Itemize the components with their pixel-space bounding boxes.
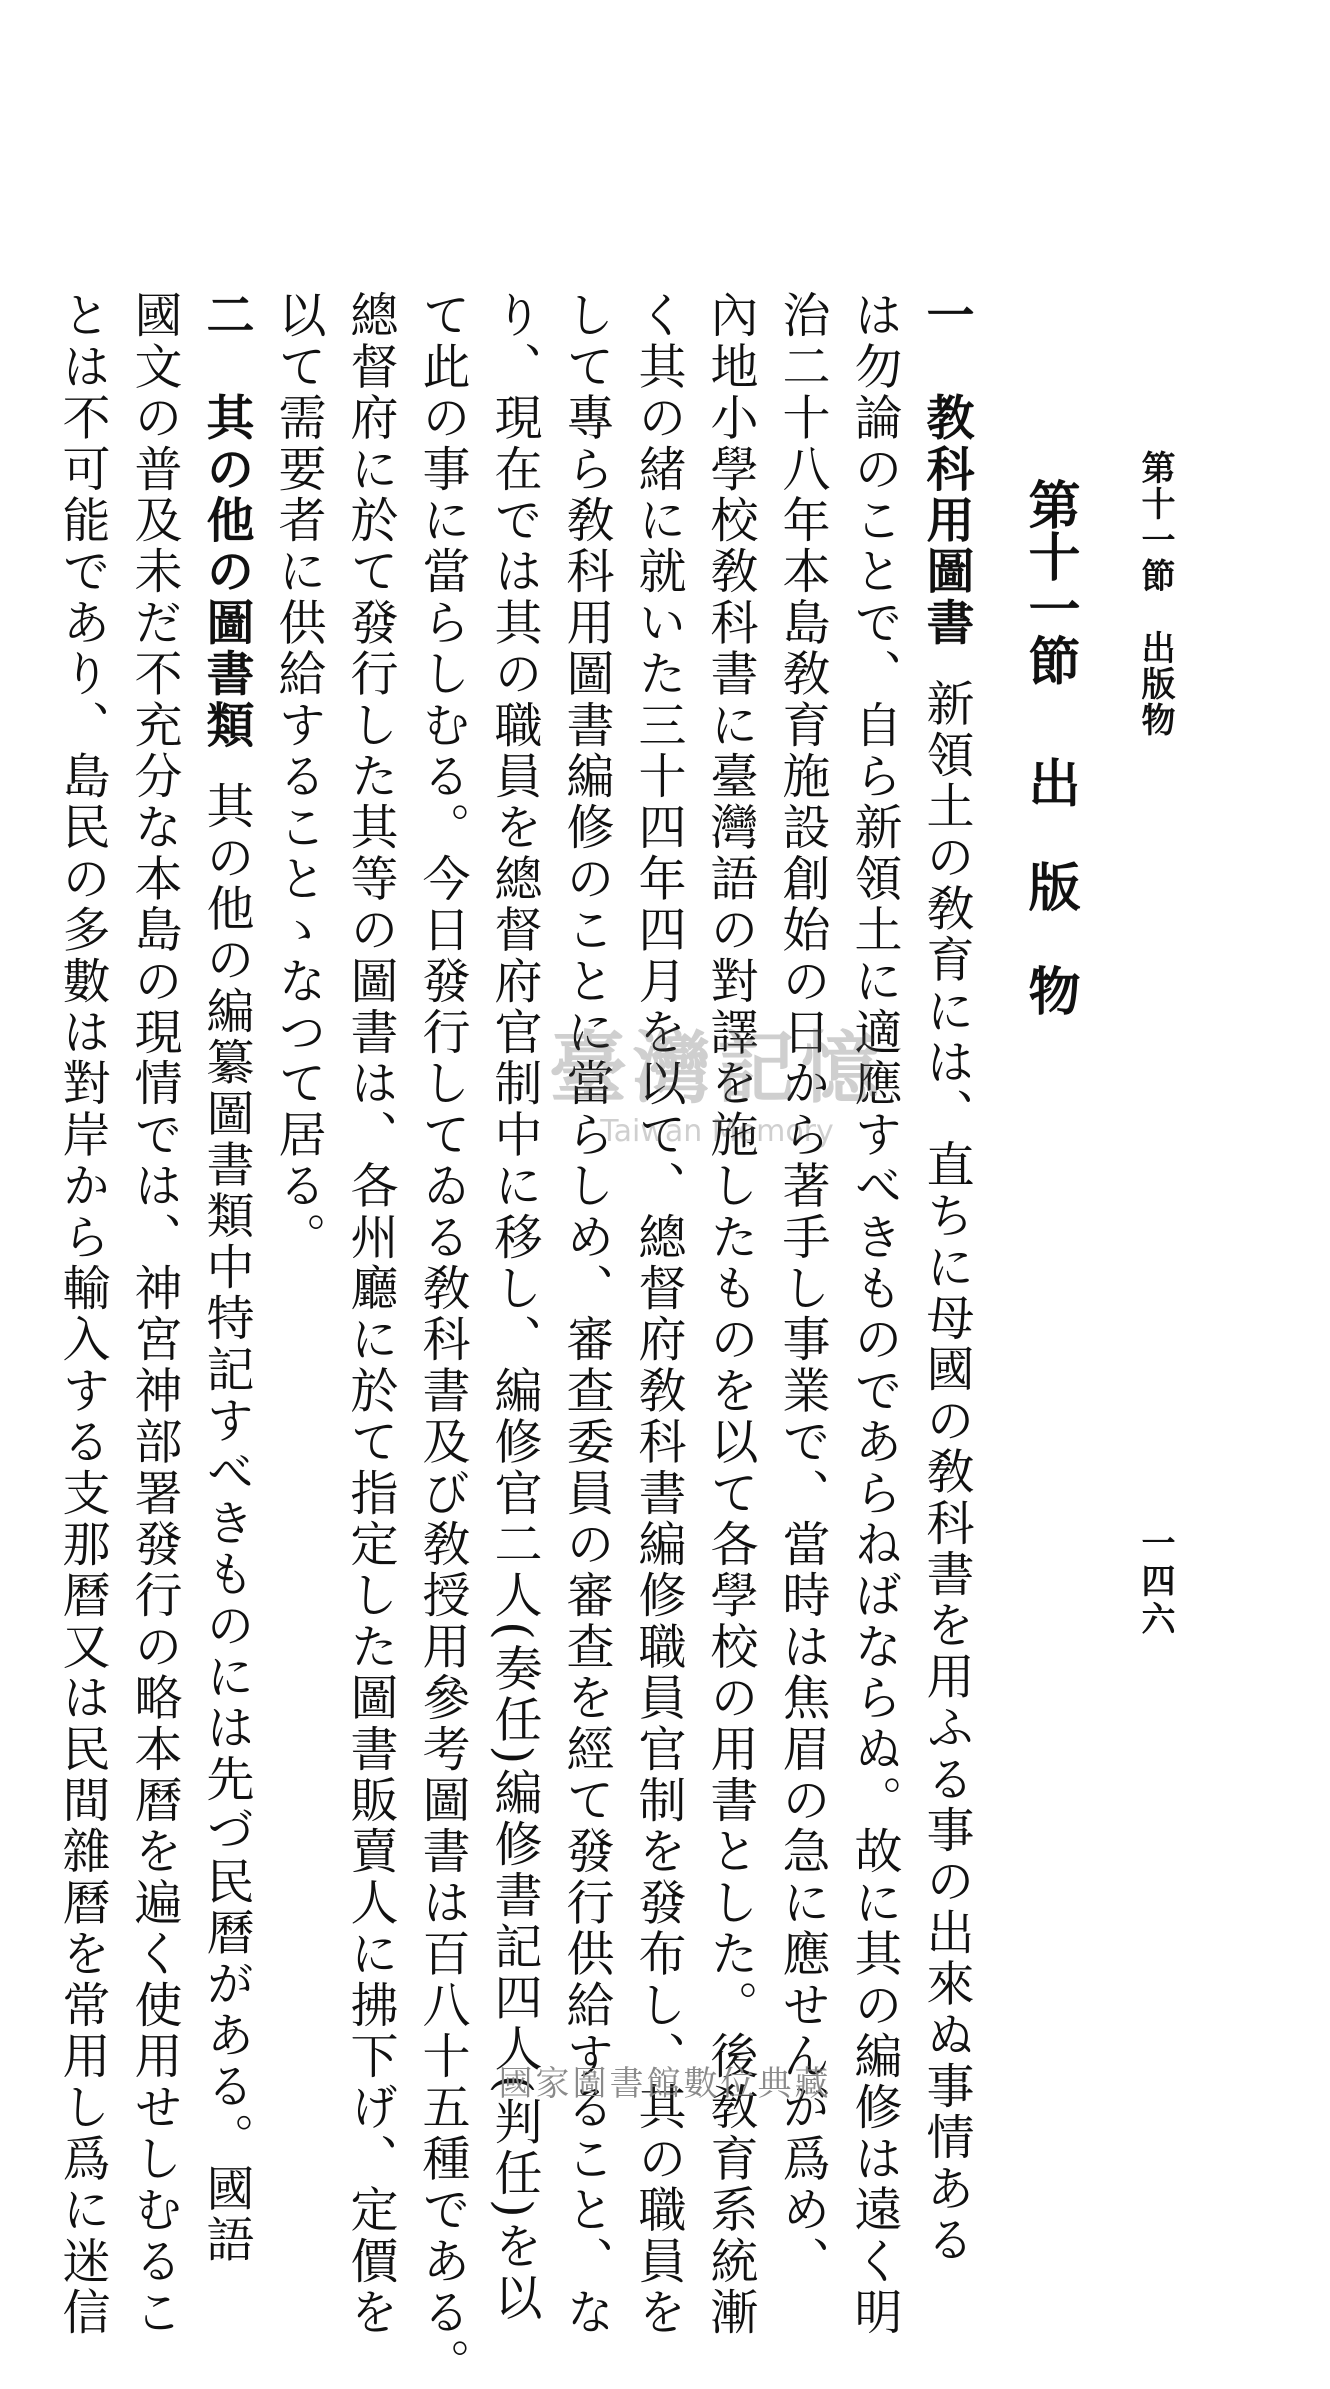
line-text: 新領土の敎育には、直ちに母國の敎科書を用ふる事の出來ぬ事情ある <box>918 678 974 2266</box>
section-number: 第十一節 <box>1019 478 1080 686</box>
text-line: 內地小學校敎科書に臺灣語の對譯を施したものを以て各學校の用書とした。後敎育系統漸 <box>702 290 758 2338</box>
section-heading <box>1019 478 1080 1016</box>
section-title: 出 版 物 <box>1019 756 1080 1016</box>
line-text: 其の他の編纂圖書類中特記すべきものには先づ民曆がある。國語 <box>198 780 254 2266</box>
page-number: 一四六 <box>1135 1525 1175 1639</box>
text-line: り、現在では其の職員を總督府官制中に移し、編修官二人(奏任)編修書記四人(判任)を以 <box>486 290 542 2324</box>
watermark-main: 臺灣記憶 <box>548 1023 885 1114</box>
paragraph-heading: 二 其の他の圖書類 <box>198 290 254 751</box>
watermark-sub: Taiwan Memory <box>600 1114 834 1149</box>
watermark-logo <box>548 1023 885 1149</box>
text-line: は勿論のことで、自ら新領土に適應すべきものであらねばならぬ。故に其の編修は遠く明 <box>846 290 902 2338</box>
text-line: く其の緒に就いた三十四年四月を以て、總督府敎科書編修職員官制を發布し、其の職員を <box>630 290 686 2338</box>
footer-attribution: 國家圖書館數位典藏 <box>498 2064 832 2104</box>
text-line: 治二十八年本島敎育施設創始の日から著手し事業で、當時は焦眉の急に應せんが爲め、 <box>774 290 830 2287</box>
text-line: 國文の普及未だ不充分な本島の現情では、神宮神部署發行の略本曆を遍く使用せしむるこ <box>126 290 182 2338</box>
running-header-title: 第十一節 出版物 <box>1135 450 1175 738</box>
text-line: 總督府に於て發行した其等の圖書は、各州廳に於て指定した圖書販賣人に拂下げ、定價を <box>342 290 398 2338</box>
text-line <box>918 290 974 2266</box>
paragraph-heading: 一 教科用圖書 <box>918 290 974 649</box>
text-line: 以て需要者に供給することゝなつて居る。 <box>270 290 326 1263</box>
text-line <box>198 290 254 2266</box>
text-line: して專ら敎科用圖書編修のことに當らしめ、審查委員の審查を經て發行供給すること、な <box>558 290 614 2338</box>
text-line: とは不可能であり、島民の多數は對岸から輸入する支那曆又は民間雜曆を常用し爲に迷信 <box>54 290 110 2338</box>
text-line: て此の事に當らしむる。今日發行してゐる敎科書及び敎授用參考圖書は百八十五種である。 <box>414 290 470 2389</box>
